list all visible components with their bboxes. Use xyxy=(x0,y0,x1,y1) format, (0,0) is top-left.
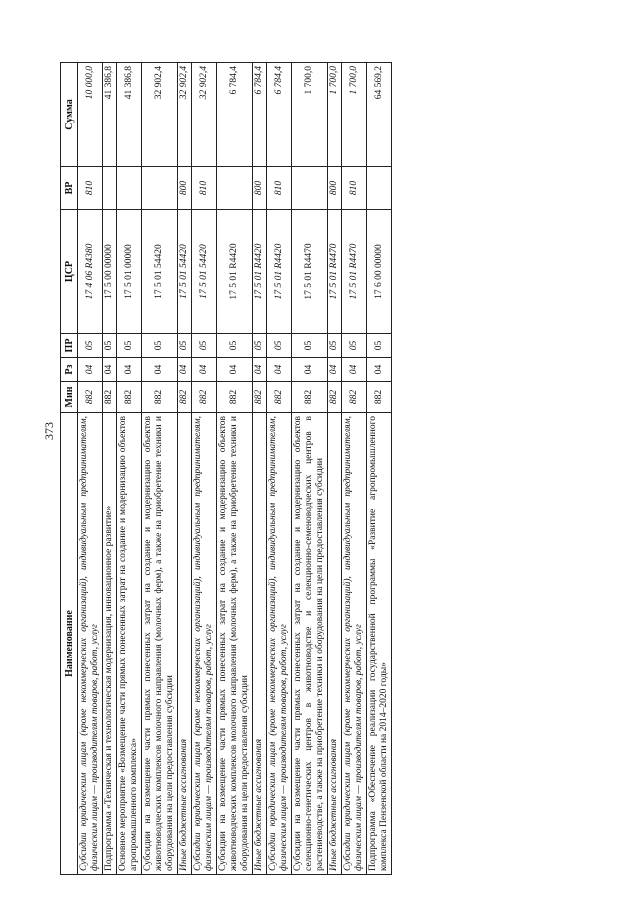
row-name: Субсидии юридическим лицам (кроме некоммерческих организаций), индивидуальным предпринимателям, физическим лицам — производителям товаров, работ, услуг xyxy=(192,413,217,875)
row-rz: 04 xyxy=(117,358,142,382)
row-rz: 04 xyxy=(267,358,292,382)
row-pr: 05 xyxy=(342,334,367,358)
header-sum: Сумма xyxy=(61,63,78,167)
row-csr: 17 4 06 R4380 xyxy=(78,210,103,334)
row-name: Субсидии на возмещение части прямых понесенных затрат на создание и модернизацию объектов животноводческих комплексов молочного направления (молочных ферм), а также на приобретение техники и оборудования на цели предоставления субсидии xyxy=(217,413,253,875)
table-row xyxy=(267,63,292,875)
row-name: Основное мероприятие «Возмещение части прямых понесенных затрат на создание и модернизацию объектов агропромышленного комплекса» xyxy=(117,413,142,875)
row-pr: 05 xyxy=(192,334,217,358)
row-vr xyxy=(292,167,328,210)
row-sum: 32 902,4 xyxy=(142,63,178,167)
row-csr: 17 5 01 R4470 xyxy=(292,210,328,334)
row-sum: 6 784,4 xyxy=(253,63,267,167)
row-pr: 05 xyxy=(117,334,142,358)
row-name: Иные бюджетные ассигнования xyxy=(178,413,192,875)
row-pr: 05 xyxy=(178,334,192,358)
row-sum: 6 784,4 xyxy=(217,63,253,167)
row-pr: 05 xyxy=(292,334,328,358)
row-min: 882 xyxy=(367,382,392,413)
row-csr: 17 5 01 54420 xyxy=(192,210,217,334)
row-min: 882 xyxy=(192,382,217,413)
page-number: 373 xyxy=(42,422,56,440)
row-min: 882 xyxy=(217,382,253,413)
row-min: 882 xyxy=(142,382,178,413)
row-rz: 04 xyxy=(178,358,192,382)
row-rz: 04 xyxy=(142,358,178,382)
row-vr: 800 xyxy=(253,167,267,210)
table-header-row xyxy=(61,63,78,875)
header-csr: ЦСР xyxy=(61,210,78,334)
table-row xyxy=(117,63,142,875)
row-csr: 17 5 01 R4420 xyxy=(267,210,292,334)
row-vr: 810 xyxy=(78,167,103,210)
row-pr: 05 xyxy=(78,334,103,358)
row-name: Подпрограмма «Техническая и технологическая модернизация, инновационное развитие» xyxy=(103,413,117,875)
row-name: Субсидии юридическим лицам (кроме некоммерческих организаций), индивидуальным предпринимателям, физическим лицам — производителям товаров, работ, услуг xyxy=(78,413,103,875)
row-rz: 04 xyxy=(292,358,328,382)
header-min: Мин xyxy=(61,382,78,413)
row-pr: 05 xyxy=(267,334,292,358)
row-name: Подпрограмма «Обеспечение реализации государственной программы «Развитие агропромышленного комплекса Пензенской области на 2014–2020 годы» xyxy=(367,413,392,875)
row-sum: 32 902,4 xyxy=(178,63,192,167)
row-rz: 04 xyxy=(192,358,217,382)
row-csr: 17 5 01 54420 xyxy=(142,210,178,334)
row-csr: 17 5 01 R4470 xyxy=(328,210,342,334)
row-name: Субсидии юридическим лицам (кроме некоммерческих организаций), индивидуальным предпринимателям, физическим лицам — производителям товаров, работ, услуг xyxy=(267,413,292,875)
table-row xyxy=(253,63,267,875)
row-csr: 17 5 01 R4420 xyxy=(253,210,267,334)
row-vr: 800 xyxy=(328,167,342,210)
row-sum: 41 386,8 xyxy=(117,63,142,167)
table-row xyxy=(178,63,192,875)
row-min: 882 xyxy=(178,382,192,413)
row-vr: 810 xyxy=(267,167,292,210)
row-vr xyxy=(367,167,392,210)
row-min: 882 xyxy=(328,382,342,413)
row-min: 882 xyxy=(117,382,142,413)
row-rz: 04 xyxy=(103,358,117,382)
row-rz: 04 xyxy=(342,358,367,382)
row-pr: 05 xyxy=(142,334,178,358)
row-min: 882 xyxy=(78,382,103,413)
row-pr: 05 xyxy=(367,334,392,358)
row-vr xyxy=(142,167,178,210)
row-rz: 04 xyxy=(217,358,253,382)
row-min: 882 xyxy=(267,382,292,413)
row-pr: 05 xyxy=(328,334,342,358)
table-row xyxy=(78,63,103,875)
row-vr: 810 xyxy=(192,167,217,210)
table-row xyxy=(328,63,342,875)
row-vr xyxy=(217,167,253,210)
table-row xyxy=(103,63,117,875)
row-min: 882 xyxy=(253,382,267,413)
table-row xyxy=(192,63,217,875)
table-body xyxy=(78,63,392,875)
row-sum: 10 000,0 xyxy=(78,63,103,167)
row-csr: 17 6 00 00000 xyxy=(367,210,392,334)
row-sum: 1 700,0 xyxy=(328,63,342,167)
header-rz: Рз xyxy=(61,358,78,382)
rotated-page-content xyxy=(60,63,578,875)
header-pr: ПР xyxy=(61,334,78,358)
row-vr xyxy=(103,167,117,210)
row-csr: 17 5 01 R4470 xyxy=(342,210,367,334)
row-csr: 17 5 01 00000 xyxy=(117,210,142,334)
table-row xyxy=(292,63,328,875)
row-pr: 05 xyxy=(103,334,117,358)
budget-table xyxy=(60,62,392,875)
row-min: 882 xyxy=(342,382,367,413)
row-pr: 05 xyxy=(253,334,267,358)
row-vr: 800 xyxy=(178,167,192,210)
row-vr: 810 xyxy=(342,167,367,210)
row-min: 882 xyxy=(103,382,117,413)
row-vr xyxy=(117,167,142,210)
table-row xyxy=(142,63,178,875)
header-name: Наименование xyxy=(61,413,78,875)
row-rz: 04 xyxy=(367,358,392,382)
header-vr: ВР xyxy=(61,167,78,210)
row-sum: 1 700,0 xyxy=(342,63,367,167)
row-name: Субсидии на возмещение части прямых понесенных затрат на создание и модернизацию объектов животноводческих комплексов молочного направления (молочных ферм), а также на приобретение техники и оборудования на цели предоставления субсидии xyxy=(142,413,178,875)
table-row xyxy=(217,63,253,875)
row-name: Субсидии юридическим лицам (кроме некоммерческих организаций), индивидуальным предпринимателям, физическим лицам — производителям товаров, работ, услуг xyxy=(342,413,367,875)
row-name: Субсидии на возмещение части прямых понесенных затрат на создание и модернизацию объектов селекционно-генетических центров в животноводстве и селекционно-семеноводческих центров в растениеводстве, а также на приобретение техники и оборудования на цели предоставления субсидии xyxy=(292,413,328,875)
row-sum: 6 784,4 xyxy=(267,63,292,167)
row-sum: 32 902,4 xyxy=(192,63,217,167)
row-sum: 41 386,8 xyxy=(103,63,117,167)
row-sum: 1 700,0 xyxy=(292,63,328,167)
row-csr: 17 5 00 00000 xyxy=(103,210,117,334)
row-name: Иные бюджетные ассигнования xyxy=(328,413,342,875)
table-row xyxy=(342,63,367,875)
row-pr: 05 xyxy=(217,334,253,358)
row-rz: 04 xyxy=(328,358,342,382)
row-rz: 04 xyxy=(78,358,103,382)
row-csr: 17 5 01 R4420 xyxy=(217,210,253,334)
row-min: 882 xyxy=(292,382,328,413)
table-row xyxy=(367,63,392,875)
row-rz: 04 xyxy=(253,358,267,382)
row-sum: 64 569,2 xyxy=(367,63,392,167)
row-name: Иные бюджетные ассигнования xyxy=(253,413,267,875)
row-csr: 17 5 01 54420 xyxy=(178,210,192,334)
